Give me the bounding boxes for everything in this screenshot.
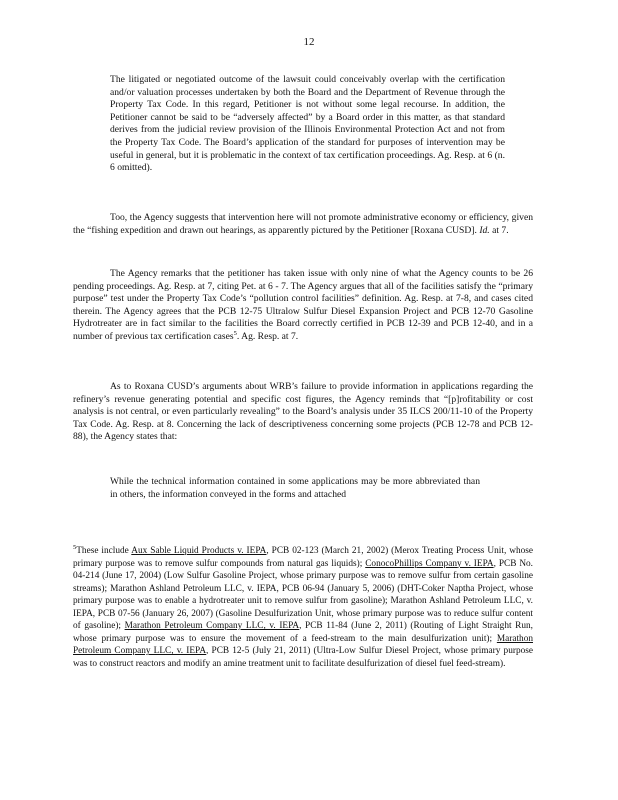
block-quote-technical-information [110,476,480,501]
block-quote-agency-response [110,74,505,175]
paragraph-pending-proceedings [73,268,533,344]
quote-paragraph: While the technical information contained in some applications may be more abbreviated than in others, the information conveyed in the forms and attached [110,476,480,500]
case-citation: Marathon Petroleum Company LLC, v. IEPA [124,621,300,631]
paragraph-intervention-economy [73,212,533,237]
paragraph-text: The Agency remarks that the petitioner has taken issue with only nine of what the Agency counts to be 26 pending proceedings. Ag. Resp. at 7, citing Pet. at 6 - 7. The Agency argues that all of the facilities satisfy the “primary purpose” test under the Property Tax Code’s “pollution control facilities” definition. Ag. Resp. at 7-8, and cases cited therein. The Agency agrees that the PCB 12-75 Ultralow Sulfur Diesel Expansion Project and PCB 12-70 Gasoline Hydrotreater are in fact similar to the facilities the Board correctly certified in PCB 12-39 and PCB 12-40, and in a number of previous tax certification cases [73,268,533,342]
paragraph-text: Too, the Agency suggests that intervention here will not promote administrative economy or efficiency, given the “fishing expedition and drawn out hearings, as apparently pictured by the Petitioner [Roxana CUSD]. [73,212,533,236]
case-citation: Marathon Petroleum Company LLC, v. IEPA [73,633,533,656]
footnote-text: , PCB 02-123 (March 21, 2002) (Merox Treating Process Unit, whose primary purpose was to remove sulfur compounds from natural gas liquids); [73,546,534,569]
quote-paragraph: The litigated or negotiated outcome of the lawsuit could conceivably overlap with the certification and/or valuation processes undertaken by both the Board and the Department of Revenue through the Property Tax Code. In this regard, Petitioner is not without some legal recourse. In addition, the Petitioner cannot be said to be “adversely affected” by a Board order in this matter, as that standard derives from the judicial review provision of the Illinois Environmental Protection Act and not from the Property Tax Code. The Board’s application of the standard for purposes of intervention may be useful in general, but it is problematic in the context of tax certification proceedings. Ag. Resp. at 6 (n. 6 omitted). [110,74,505,174]
case-citation: ConocoPhillips Company v. IEPA [365,558,494,569]
paragraph-text-end: . Ag. Resp. at 7. [236,330,299,342]
footnote-reference: 5 [233,329,237,337]
paragraph-text-end: at 7. [492,224,509,236]
case-citation: Aux Sable Liquid Products v. IEPA [131,546,267,556]
footnote-text: , PCB 12-5 (July 21, 2011) (Ultra-Low Sulfur Diesel Project, whose primary purpose was to construct reactors and modify an amine treatment unit to facilitate desulfurization of diesel fuel feed-stream). [73,646,533,669]
footnote-text: , PCB 11-84 (June 2, 2011) (Routing of Light Straight Run, whose primary purpose was to ensure the movement of a feed-stream to the main desulfurization unit); [73,621,533,644]
footnote-text: , PCB No. 04-214 (June 17, 2004) (Low Sulfur Gasoline Project, whose primary purpose was to remove sulfur from certain gasoline streams); Marathon Ashland Petroleum LLC, v. IEPA, PCB 06-94 (January 5, 2006) (DHT-Coker Naptha Project, whose primary purpose was to enable a hydrotreater unit to remove sulfur from gasoline); Marathon Ashland Petroleum LLC, v. IEPA, PCB 07-56 (January 26, 2007) (Gasoline Desulfurization Unit, whose primary purpose was to reduce sulfur content of gasoline); [73,558,534,631]
footnote-marker: 5 [73,543,77,551]
paragraph-text: As to Roxana CUSD’s arguments about WRB’s failure to provide information in applications regarding the refinery’s revenue generating potential and specific cost figures, the Agency reminds that “[p]rofitability or cost analysis is not central, or even particularly revealing” to the Board’s analysis under 35 ILCS 200/11-10 of the Property Tax Code. Ag. Resp. at 8. Concerning the lack of descriptiveness concerning some projects (PCB 12-78 and PCB 12-88), the Agency states that: [73,381,533,443]
citation-id: Id. [479,224,490,236]
paragraph-roxana-arguments [73,381,533,444]
footnote-5 [73,545,533,670]
footnote-text: These include [76,546,129,556]
page-number: 12 [303,36,315,48]
